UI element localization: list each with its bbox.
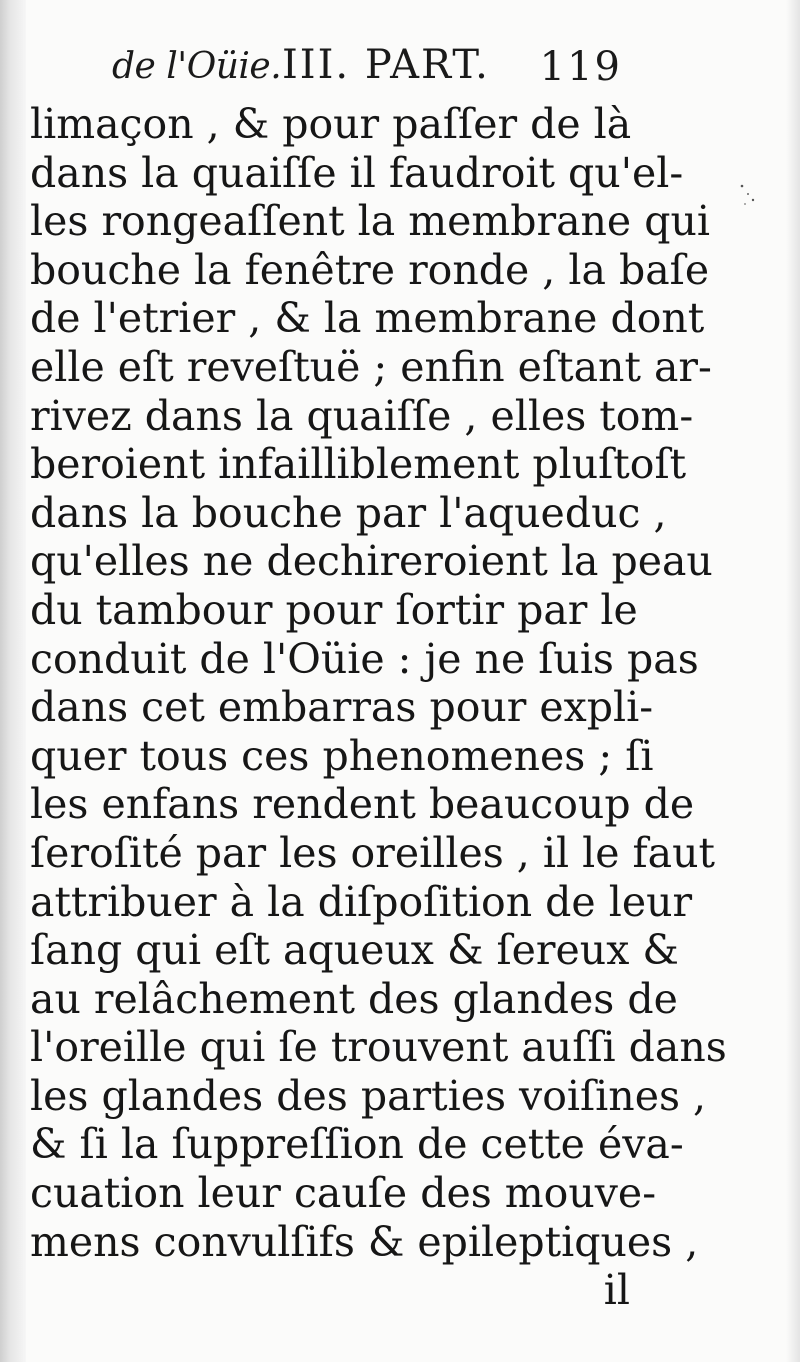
catchword: il — [603, 1266, 630, 1315]
text-line: les glandes des parties voiſines , — [30, 1071, 707, 1120]
text-line: quer tous ces phenomenes ; ſi — [30, 731, 654, 780]
text-line: & ſi la ſuppreſſion de cette éva- — [30, 1120, 684, 1169]
text-line: au relâchement des glandes de — [30, 974, 678, 1023]
text-line: dans cet embarras pour expli- — [30, 683, 654, 732]
text-line: l'oreille qui ſe trouvent auſſi dans — [30, 1023, 727, 1072]
body-text — [30, 100, 727, 1315]
text-line: les enfans rendent beaucoup de — [30, 780, 695, 829]
text-line: elle eſt reveſtuë ; enfin eſtant ar- — [30, 342, 712, 391]
text-line: mens convulſifs & epileptiques , — [30, 1217, 699, 1266]
text-line: beroient infailliblement pluſtoſt — [30, 440, 687, 489]
running-header — [112, 40, 622, 106]
running-title: de l'Oüie. — [112, 46, 282, 87]
page-number: 119 — [539, 44, 622, 90]
part-label: III. PART. — [282, 42, 490, 88]
page-gutter-shadow — [0, 0, 26, 1362]
text-line: du tambour pour ſortir par le — [30, 585, 638, 634]
text-line: de l'etrier , & la membrane dont — [30, 294, 705, 343]
text-line: dans la quaiſſe il faudroit qu'el- — [30, 148, 684, 197]
ink-specks — [736, 180, 760, 210]
text-line: dans la bouche par l'aqueduc , — [30, 488, 667, 537]
text-line: qu'elles ne dechireroient la peau — [30, 537, 713, 586]
text-line: ſeroſité par les oreilles , il le faut — [30, 828, 716, 877]
text-line: ſang qui eſt aqueux & ſereux & — [30, 926, 679, 975]
page-edge-shadow — [786, 0, 800, 1362]
text-line: rivez dans la quaiſſe , elles tom- — [30, 391, 694, 440]
text-line: bouche la fenêtre ronde , la baſe — [30, 245, 710, 294]
text-line: attribuer à la diſpoſition de leur — [30, 877, 693, 926]
text-line: les rongeaſſent la membrane qui — [30, 197, 710, 246]
text-line: limaçon , & pour paſſer de là — [30, 100, 632, 148]
text-line: cuation leur cauſe des mouve- — [30, 1169, 657, 1218]
text-line: conduit de l'Oüie : je ne ſuis pas — [30, 634, 699, 683]
